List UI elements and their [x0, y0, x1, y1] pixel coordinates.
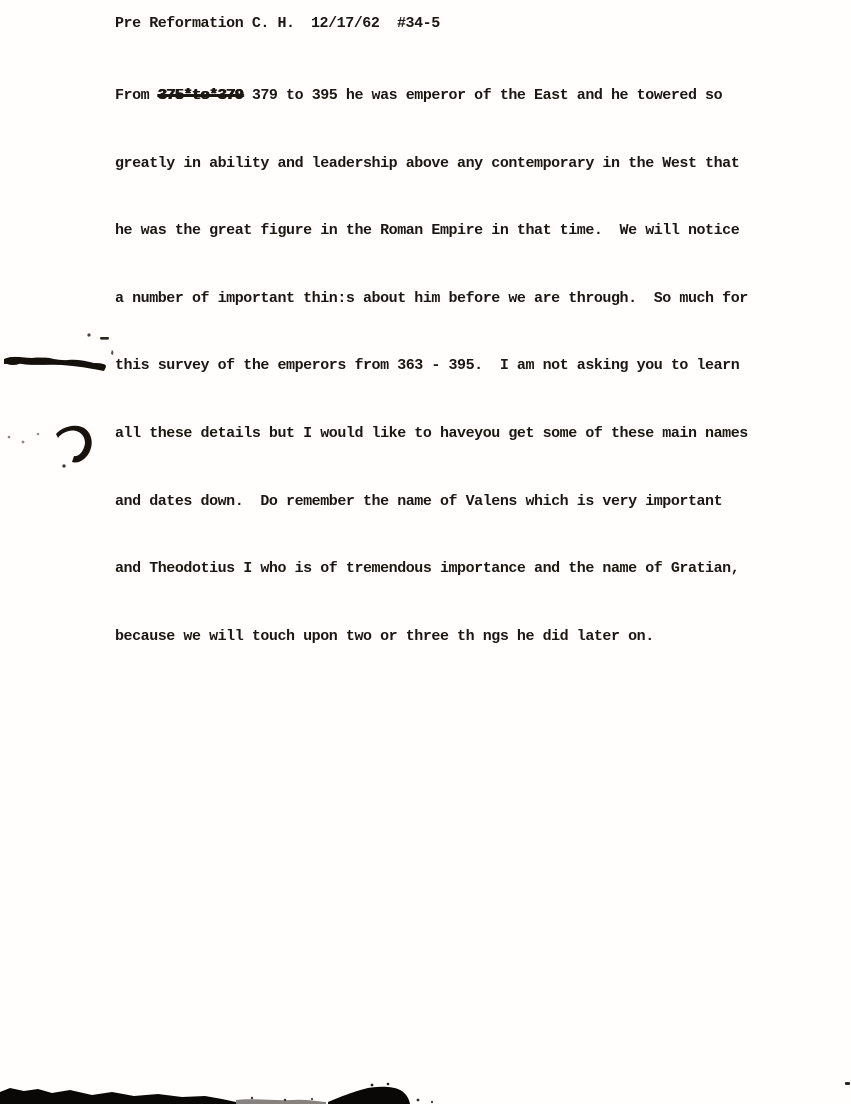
- ink-smudge-bottom-left: [0, 1088, 236, 1104]
- ink-speck: [37, 433, 40, 436]
- ink-speck: [8, 436, 11, 439]
- ink-speck: [100, 337, 109, 340]
- paragraph-line: and dates down. Do remember the name of Valens which is very important: [115, 492, 723, 510]
- paragraph-line: and Theodotius I who is of tremendous importance and the name of Gratian,: [115, 560, 740, 578]
- line1-rest: 379 to 395 he was emperor of the East and he towered so: [243, 87, 723, 104]
- paragraph-line: greatly in ability and leadership above any contemporary in the West that: [115, 154, 740, 172]
- paragraph-line: this survey of the emperors from 363 - 395. I am not asking you to learn: [115, 357, 740, 375]
- line1-prefix: From: [115, 87, 158, 104]
- ink-streak-blob: [4, 357, 22, 365]
- header-lecture-number: #34-5: [397, 15, 440, 32]
- ink-streak-blob: [86, 363, 106, 369]
- ink-speck: [311, 1098, 313, 1100]
- ink-speck: [111, 350, 113, 355]
- strikethrough-correction: 375*to*379: [157, 87, 244, 104]
- document-paragraph: [115, 45, 775, 687]
- ink-speck: [22, 441, 25, 444]
- ink-smudge-tail: [236, 1099, 326, 1104]
- paragraph-line: all these details but I would like to haveyou get some of these main names: [115, 424, 748, 442]
- header-date: 12/17/62: [311, 15, 380, 32]
- ink-speck: [87, 333, 90, 336]
- ink-hook-mark: [56, 426, 92, 463]
- paragraph-line: a number of important thin:s about him before we are through. So much for: [115, 289, 748, 307]
- ink-speck: [371, 1084, 374, 1087]
- ink-streak-blob: [35, 358, 55, 365]
- paragraph-line: because we will touch upon two or three th ngs he did later on.: [115, 627, 654, 645]
- ink-speck-right-edge: [845, 1082, 850, 1085]
- ink-speck: [417, 1099, 420, 1102]
- paragraph-line: he was the great figure in the Roman Empire in that time. We will notice: [115, 222, 740, 240]
- ink-speck: [62, 464, 65, 467]
- ink-speck: [387, 1083, 390, 1086]
- document-header: [115, 15, 440, 39]
- ink-speck: [284, 1099, 286, 1101]
- paragraph-line: [115, 79, 775, 113]
- ink-smudge-bottom-center: [328, 1087, 410, 1104]
- ink-streak: [4, 357, 106, 371]
- ink-speck: [251, 1097, 253, 1099]
- ink-speck: [431, 1101, 433, 1103]
- header-course-title: Pre Reformation C. H.: [115, 15, 295, 32]
